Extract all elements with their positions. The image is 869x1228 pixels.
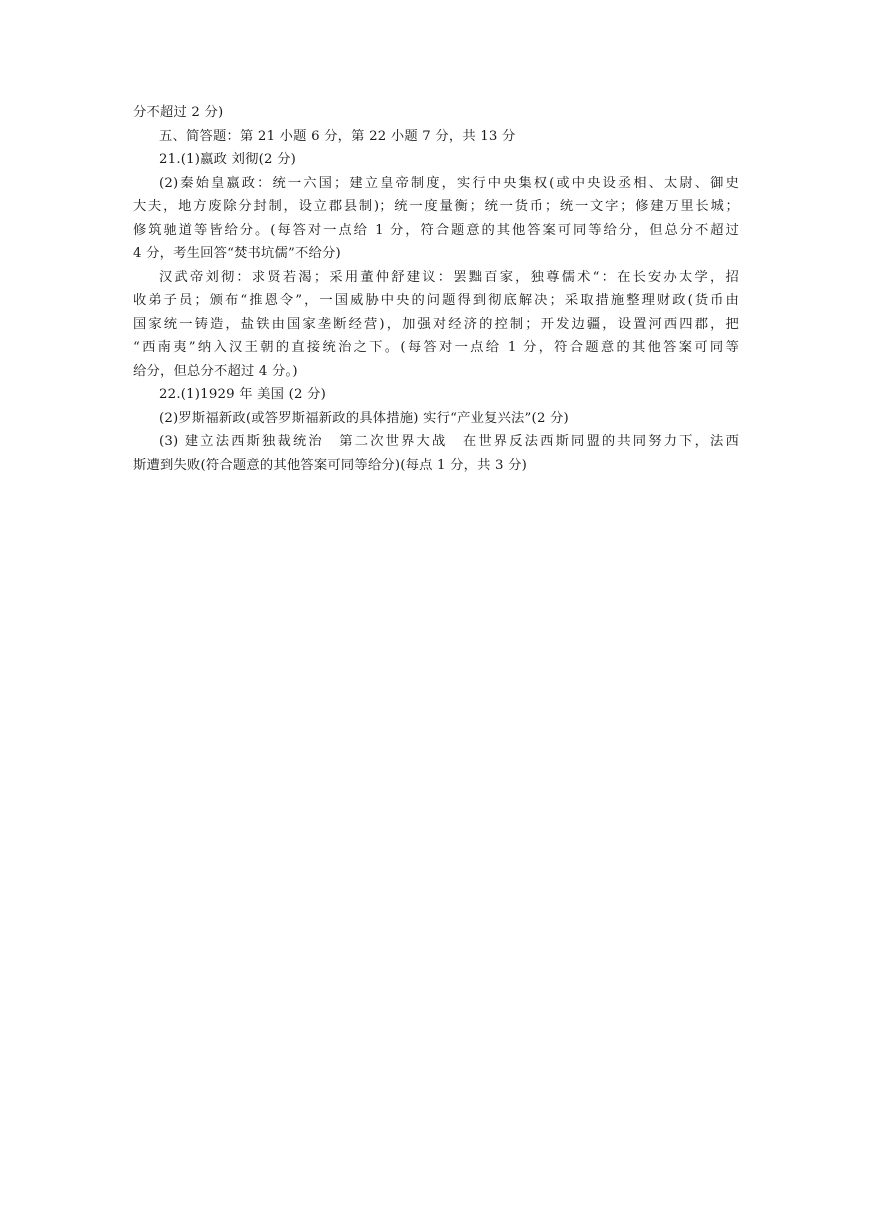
text-line: 大夫，地方废除分封制，设立郡县制)；统一度量衡；统一货币；统一文字；修建万里长城； — [133, 199, 739, 214]
answer-text-block — [133, 101, 739, 477]
question-21-part-2-han — [133, 266, 739, 384]
text-line: 4 分，考生回答“焚书坑儒”不给分) — [133, 246, 341, 261]
text-line: “西南夷”纳入汉王朝的直接统治之下。(每答对一点给 1 分，符合题意的其他答案可同等 — [133, 340, 739, 355]
text-line: 给分，但总分不超过 4 分。) — [133, 363, 298, 379]
text-line: 斯遭到失败(符合题意的其他答案可同等给分)(每点 1 分，共 3 分) — [133, 457, 527, 473]
text-line: 国家统一铸造，盐铁由国家垄断经营)，加强对经济的控制；开发边疆，设置河西四郡，把 — [133, 316, 739, 332]
question-22-part-2: (2)罗斯福新政(或答罗斯福新政的具体措施) 实行“产业复兴法”(2 分) — [159, 410, 569, 426]
question-21-part-1: 21.(1)嬴政 刘彻(2 分) — [159, 152, 296, 167]
text-line: (3) 建立法西斯独裁统治 第二次世界大战 在世界反法西斯同盟的共同努力下，法西 — [159, 434, 739, 449]
question-22-part-1: 22.(1)1929 年 美国 (2 分) — [159, 387, 326, 402]
question-21-part-2-qin — [133, 172, 739, 266]
section-heading: 五、简答题：第 21 小题 6 分，第 22 小题 7 分，共 13 分 — [159, 128, 516, 144]
text-line: 分不超过 2 分) — [133, 105, 224, 120]
text-line: 修筑驰道等皆给分。(每答对一点给 1 分，符合题意的其他答案可同等给分，但总分不超过 — [133, 222, 739, 238]
text-line: 汉武帝刘彻：求贤若渴；采用董仲舒建议：罢黜百家，独尊儒术“：在长安办太学，招 — [159, 269, 739, 285]
text-line: (2)秦始皇嬴政：统一六国；建立皇帝制度，实行中央集权(或中央设丞相、太尉、御史 — [159, 175, 739, 191]
text-line: 收弟子员；颁布“推恩令”，一国威胁中央的问题得到彻底解决；采取措施整理财政(货币由 — [133, 293, 739, 308]
question-22-part-3 — [133, 430, 739, 477]
